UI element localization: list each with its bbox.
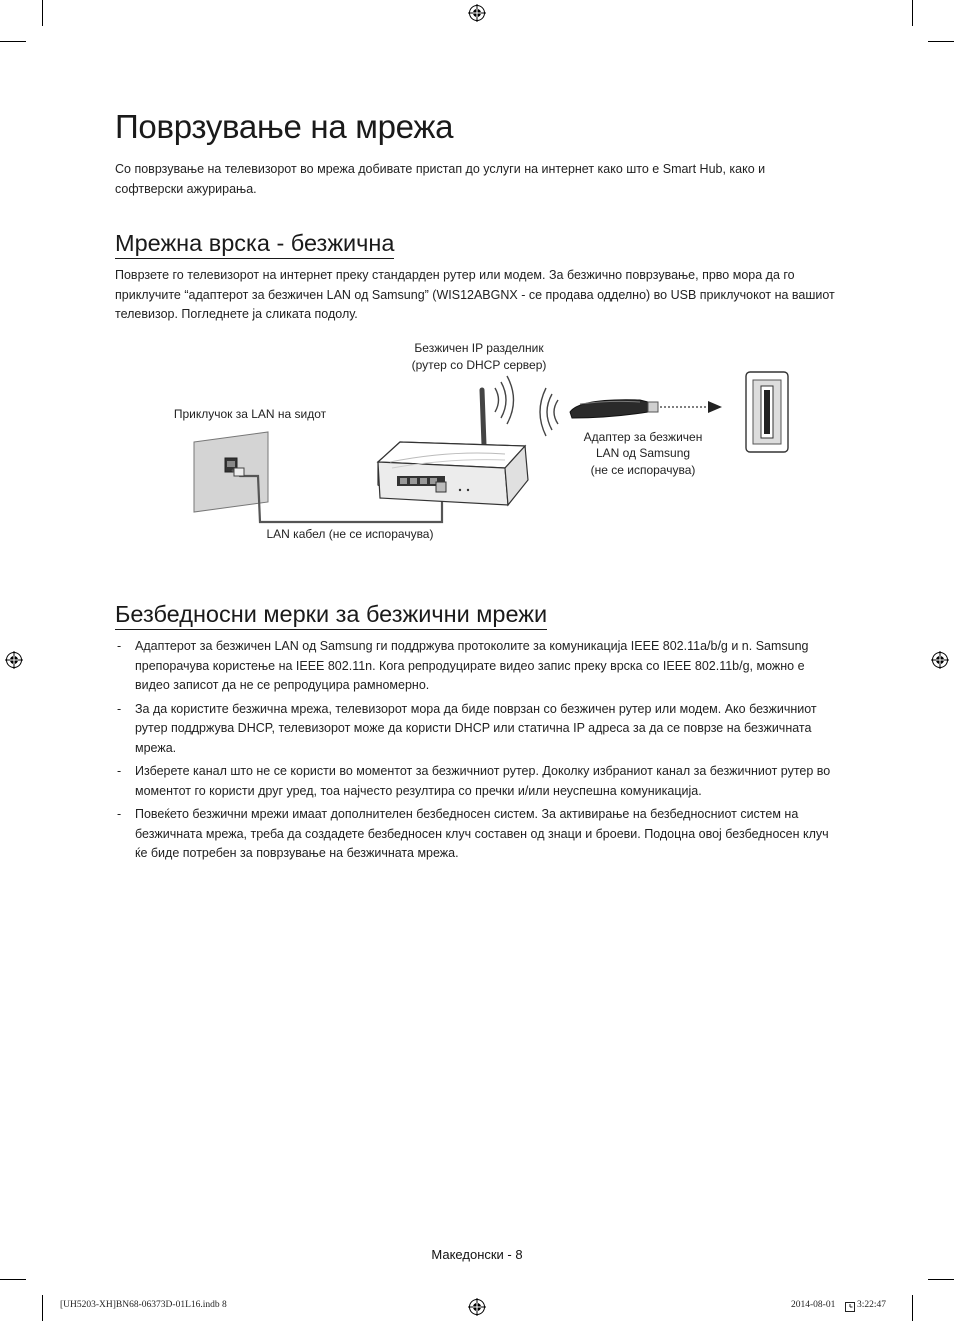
list-dash: - bbox=[117, 764, 122, 778]
crop-mark-top-right-h bbox=[928, 41, 954, 42]
router-label-line-2: (рутер со DHCP сервер) bbox=[411, 358, 547, 372]
crop-mark-bottom-right-v bbox=[912, 1295, 913, 1321]
page-number: Македонски - 8 bbox=[431, 1247, 523, 1262]
security-section-heading: Безбедносни мерки за безжични мрежи bbox=[115, 600, 547, 630]
registration-mark-icon bbox=[931, 651, 949, 669]
router-label-line-1: Безжичен IP разделник bbox=[414, 341, 544, 355]
adapter-label-line-2: LAN од Samsung bbox=[595, 446, 691, 460]
wireless-section-heading: Мрежна врска - безжична bbox=[115, 229, 394, 259]
imprint-file: [UH5203-XH]BN68-06373D-01L16.indb 8 bbox=[60, 1300, 227, 1310]
security-list bbox=[115, 637, 835, 868]
list-item bbox=[115, 700, 835, 759]
list-item bbox=[115, 762, 835, 801]
crop-mark-bottom-right-h bbox=[928, 1279, 954, 1280]
tv-usb-port-icon bbox=[746, 372, 788, 452]
adapter-label-line-3: (не се испорачува) bbox=[590, 463, 696, 477]
intro-paragraph: Со поврзување на телевизорот во мрежа добивате пристап до услуги на интернет како што е Smart Hub, како и софтверски ажурирања. bbox=[115, 162, 766, 196]
list-dash: - bbox=[117, 639, 122, 653]
list-item-text: Повеќето безжични мрежи имаат дополнителен безбедносен систем. За активирање на безбедносниот систем на безжичната мрежа, треба да создадете безбедносен клуч составен од знаци и броеви. Подоцна овој безбедносен клуч ќе биде потребен за поврзување на безжичната мрежа. bbox=[135, 807, 829, 860]
network-diagram bbox=[110, 330, 830, 560]
list-dash: - bbox=[117, 701, 122, 716]
clock-icon bbox=[845, 1302, 855, 1312]
wireless-section-body: Поврзете го телевизорот на интернет преку стандарден рутер или модем. За безжично поврзување, прво мора да го приклучите “адаптерот за безжичен LAN од Samsung” (WIS12ABGNX - се продава одделно) во USB приклучокот на вашиот телевизор. Погледнете ја сликата подолу. bbox=[115, 268, 835, 321]
page-title: Поврзување на мрежа bbox=[115, 108, 454, 145]
list-dash: - bbox=[117, 807, 122, 821]
wireless-lan-adapter-icon bbox=[570, 400, 658, 418]
wall-lan-jack-icon bbox=[194, 432, 268, 512]
wireless-router-icon bbox=[378, 442, 528, 505]
list-item bbox=[115, 805, 835, 864]
crop-mark-bottom-left-v bbox=[42, 1295, 43, 1321]
crop-mark-top-right-v bbox=[912, 0, 913, 26]
registration-mark-icon bbox=[468, 1298, 486, 1316]
crop-mark-top-left-h bbox=[0, 41, 26, 42]
imprint-date: 2014-08-01 bbox=[791, 1300, 836, 1310]
crop-mark-bottom-left-h bbox=[0, 1279, 26, 1280]
lan-cable-label: LAN кабел (не се испорачува) bbox=[266, 527, 434, 541]
crop-mark-top-left-v bbox=[42, 0, 43, 26]
adapter-label-line-1: Адаптер за безжичен bbox=[583, 430, 703, 444]
registration-mark-icon bbox=[5, 651, 23, 669]
list-item-text: За да користите безжична мрежа, телевизорот мора да биде поврзан со безжичен рутер или модем. Ако безжичниот рутер поддржува DHCP, телевизорот може да користи DHCP или статична IP адреса за да се поврзе на безжичната мрежа. bbox=[135, 701, 817, 755]
registration-mark-icon bbox=[468, 4, 486, 22]
list-item bbox=[115, 637, 835, 696]
list-item-text: Адаптерот за безжичен LAN од Samsung ги поддржува протоколите за комуникација IEEE 802.11a/b/g и n. Samsung препорачува користење на IEEE 802.11n. Кога репродуцирате видео запис преку врска со IEEE 802.11b/g, можно е видео записот да не се репродуцира рамномерно. bbox=[135, 639, 809, 692]
imprint-time: 3:22:47 bbox=[857, 1300, 887, 1310]
list-item-text: Изберете канал што не се користи во моментот за безжичниот рутер. Доколку избраниот канал за безжичниот рутер во моментот го користи друг уред, тоа најчесто резултира со пречки и/или неуспешна комуникација. bbox=[135, 764, 831, 798]
arrow-right-icon bbox=[708, 401, 722, 413]
wall-jack-label: Приклучок за LAN на ѕидот bbox=[173, 407, 327, 421]
